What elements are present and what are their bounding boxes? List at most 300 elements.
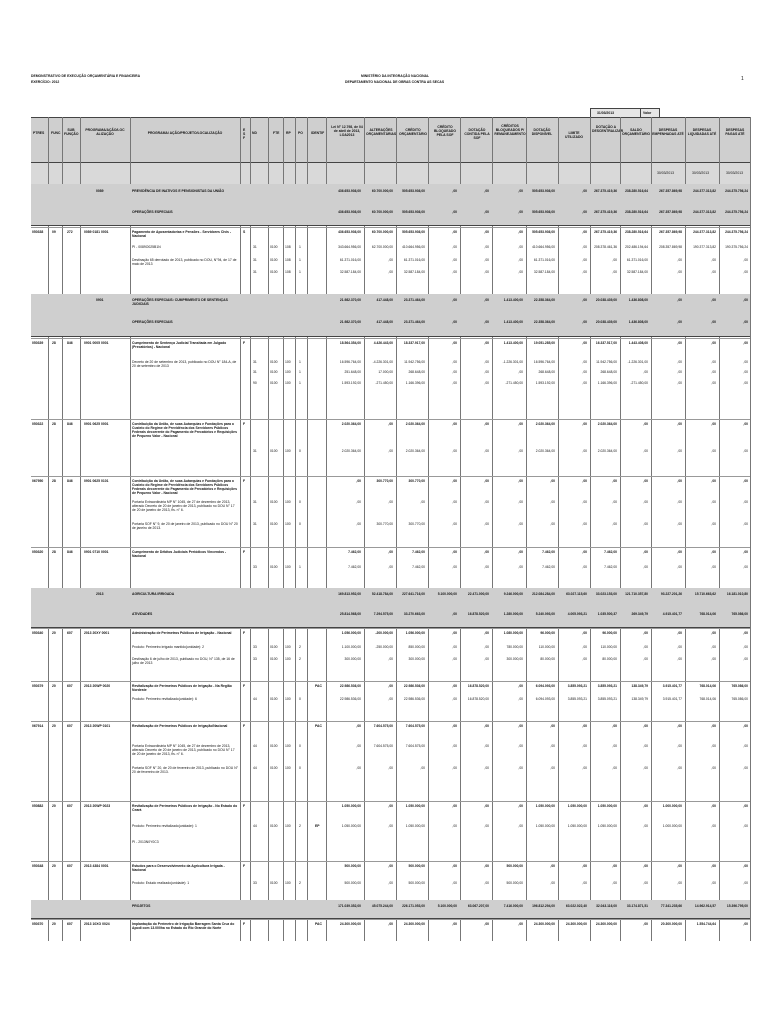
row-esf: S	[243, 230, 246, 234]
row-value: ,00	[518, 245, 523, 249]
row-value: ,00	[677, 500, 682, 504]
row-value: ,00	[677, 881, 682, 885]
row-value: 505.653.936,00	[402, 210, 425, 214]
row-value: 1.280.000,00	[503, 612, 523, 616]
row-value: 138.349,79	[631, 684, 648, 688]
row-value: ,00	[518, 766, 523, 770]
row-po: 2	[299, 824, 301, 828]
row-fte: 0100	[270, 697, 278, 701]
row-description: Contribuição da União, de suas Autarquias e Fundações para o Custeio do Regime de Previdência dos Servidores Públicos Federais decorrente do Pagamento de Precatórios e Requisições de Pequeno Valor - Nacional	[132, 479, 237, 495]
row-value: ,00	[388, 864, 393, 868]
row-po: 2	[299, 657, 301, 661]
row-value: ,00	[643, 449, 648, 453]
row-value: ,00	[743, 724, 748, 728]
row-value: 7.604.575,00	[373, 724, 393, 728]
row-value: 21.982.370,00	[339, 320, 361, 324]
row-value: ,00	[388, 422, 393, 426]
row-value: ,00	[743, 804, 748, 808]
row-value: ,00	[582, 864, 587, 868]
col-fte: FTE	[273, 131, 280, 135]
row-value: ,00	[711, 320, 716, 324]
row-value: ,00	[484, 864, 489, 868]
row-value: 436.653.936,00	[338, 230, 361, 234]
row-value: 244.377.313,82	[693, 230, 716, 234]
department-name: DEPARTAMENTO NACIONAL DE OBRAS CONTRA AS SECAS	[345, 80, 445, 84]
row-esf: F	[243, 341, 246, 345]
row-value: ,00	[484, 230, 489, 234]
row-value: ,00	[550, 744, 555, 748]
row-rp: 100	[285, 449, 291, 453]
row-value: ,00	[356, 522, 361, 526]
row-value: ,00	[388, 449, 393, 453]
row-value: ,00	[582, 258, 587, 262]
row-esf: F	[243, 684, 246, 688]
row-value: ,00	[582, 270, 587, 274]
row-ptres: 050338	[32, 230, 44, 234]
row-description: OPERAÇÕES ESPECIAIS: CUMPRIMENTO DE SENTENÇAS JUDICIAIS	[132, 298, 228, 306]
row-value: 7.604.575,00	[405, 724, 425, 728]
row-value: ,00	[743, 298, 748, 302]
col-subfuncao: SUB FUNÇÃO	[64, 128, 79, 136]
row-value: 1.000.000,00	[662, 824, 682, 828]
row-value: 500.000,00	[344, 881, 361, 885]
column-header	[31, 117, 750, 162]
row-value: ,00	[612, 270, 617, 274]
row-value: 1.413.400,00	[503, 341, 523, 345]
row-value: ,00	[677, 657, 682, 661]
row-value: 16.181.010,80	[726, 592, 748, 596]
row-value: ,00	[711, 766, 716, 770]
row-value: 1.056.000,00	[405, 631, 425, 635]
row-value: 171.039.352,00	[338, 904, 361, 908]
row-value: ,00	[711, 298, 716, 302]
row-value: 17.000,00	[378, 370, 393, 374]
col-dotacao-descentralizar: DOTAÇÃO A DESCENTRALIZAR	[592, 125, 624, 133]
row-func: 20	[52, 922, 56, 926]
row-value: 500.000,00	[408, 881, 425, 885]
fiscal-year: EXERCÍCIO: 2012	[31, 80, 60, 84]
row-value: ,00	[677, 449, 682, 453]
col-ptres: PTRES	[33, 131, 45, 135]
row-po: 0	[299, 500, 301, 504]
row-value: 251.648,00	[344, 370, 361, 374]
row-ptres: 050322	[32, 422, 44, 426]
row-value: 7.462,00	[604, 565, 617, 569]
row-program-action: 2013 10XO 0024	[84, 922, 110, 926]
row-value: ,00	[484, 245, 489, 249]
row-value: 96.000,00	[602, 631, 617, 635]
row-value: ,00	[484, 370, 489, 374]
row-value: 110.000,00	[600, 645, 617, 649]
row-value: 24.300.000,00	[565, 922, 587, 926]
row-po: 1	[299, 245, 301, 249]
row-value: ,00	[484, 270, 489, 274]
row-fte: 0100	[270, 370, 278, 374]
row-func: 28	[52, 550, 56, 554]
row-value: 190.375.756,24	[725, 245, 748, 249]
row-description: OPERAÇÕES ESPECIAIS	[132, 210, 173, 214]
row-value: ,00	[356, 744, 361, 748]
row-value: 4.915.401,77	[662, 612, 682, 616]
row-value: 196.812.294,00	[532, 904, 555, 908]
row-po: 1	[299, 270, 301, 274]
row-value: 16.878.520,00	[467, 612, 489, 616]
row-value: ,00	[582, 550, 587, 554]
row-rp: 100	[285, 522, 291, 526]
row-fte: 0100	[270, 270, 278, 274]
row-ptres: 067914	[32, 724, 44, 728]
row-description: Cumprimento de Débitos Judiciais Periódicos Vincendos - Nacional	[132, 550, 227, 558]
row-value: ,00	[743, 744, 748, 748]
row-value: 7.462,00	[604, 550, 617, 554]
row-value: 267.357.869,98	[659, 189, 682, 193]
row-program-action: 2013 20WP 0023	[84, 804, 111, 808]
row-value: ,00	[677, 258, 682, 262]
row-value: ,00	[518, 189, 523, 193]
row-value: 22.358.364,00	[533, 298, 555, 302]
row-value: -4.226.301,00	[372, 360, 393, 364]
row-value: 7.462,00	[348, 565, 361, 569]
row-description: PI - 0089O025B1N	[132, 245, 161, 249]
row-value: ,00	[677, 864, 682, 868]
row-value: 238.280.516,64	[625, 230, 648, 234]
row-esf: F	[243, 550, 246, 554]
row-value: ,00	[643, 744, 648, 748]
row-value: 9.246.000,00	[503, 592, 523, 596]
row-value: ,00	[582, 370, 587, 374]
row-value: ,00	[518, 724, 523, 728]
row-description: OPERAÇÕES ESPECIAIS	[132, 320, 173, 324]
row-esf: F	[243, 631, 246, 635]
row-value: 1.056.000,00	[341, 631, 361, 635]
row-value: 267.357.869,98	[659, 230, 682, 234]
row-value: ,00	[484, 881, 489, 885]
row-value: ,00	[484, 210, 489, 214]
row-value: 2.020.364,00	[405, 449, 425, 453]
page-number: 1	[741, 76, 744, 82]
row-value: 505.653.936,00	[532, 210, 555, 214]
row-value: ,00	[518, 270, 523, 274]
row-value: ,00	[743, 360, 748, 364]
row-value: ,00	[420, 766, 425, 770]
row-value: 1.413.400,00	[503, 320, 523, 324]
row-program-action: 0901 0005 0001	[84, 341, 109, 345]
row-value: ,00	[743, 449, 748, 453]
row-value: ,00	[452, 449, 457, 453]
row-value: ,00	[484, 422, 489, 426]
row-value: 1.166.396,00	[405, 381, 425, 385]
row-value: ,00	[518, 422, 523, 426]
row-value: 96.000,00	[540, 631, 555, 635]
row-value: ,00	[743, 631, 748, 635]
row-value: 1.050.000,00	[341, 824, 361, 828]
col-dotacao-disponivel: DOTAÇÃO DISPONÍVEL	[531, 128, 553, 136]
row-value: ,00	[452, 657, 457, 661]
row-value: 20.300.000,00	[660, 922, 682, 926]
row-value: ,00	[388, 824, 393, 828]
row-description: Destinação 6 de julho de 2013, publicado no DOU, N° 135, de 16 de julho de 2013	[132, 657, 235, 665]
row-value: 1.050.000,00	[405, 824, 425, 828]
row-program-action: 0901 0625 0101	[84, 479, 109, 483]
row-value: 93.227.201,26	[660, 592, 682, 596]
row-value: 268.648,00	[538, 370, 555, 374]
row-value: ,00	[550, 881, 555, 885]
row-value: ,00	[518, 449, 523, 453]
row-value: ,00	[677, 550, 682, 554]
row-po: 1	[299, 370, 301, 374]
row-value: ,00	[484, 479, 489, 483]
row-value: 16.596.764,00	[339, 360, 361, 364]
row-value: ,00	[484, 522, 489, 526]
row-value: ,00	[677, 270, 682, 274]
row-description: Administração de Perímetros Públicos de Irrigação - Nacional	[132, 631, 232, 635]
row-value: ,00	[582, 479, 587, 483]
row-value: 267.357.869,98	[659, 210, 682, 214]
row-value: ,00	[643, 804, 648, 808]
row-value: 208.357.869,98	[659, 245, 682, 249]
row-value: ,00	[677, 565, 682, 569]
row-value: 3.855.093,21	[567, 697, 587, 701]
row-value: 1.050.000,00	[535, 824, 555, 828]
row-value: 300.000,00	[506, 657, 523, 661]
row-value: ,00	[677, 381, 682, 385]
row-value: ,00	[582, 320, 587, 324]
row-description: Cumprimento de Sentença Judicial Transitada em Julgado (Precatórios) - Nacional	[132, 341, 227, 349]
row-description: Contribuição da União, de suas Autarquias e Fundações para o Custeio do Regime de Previdência dos Servidores Públicos Federais decorrente do Pagamento de Precatórios e Requisições de Pequeno Valor - Nacional	[132, 422, 237, 438]
row-rp: 100	[285, 697, 291, 701]
ministry-name: MINISTÉRIO DA INTEGRAÇÃO NACIONAL	[361, 74, 430, 78]
row-value: 505.653.936,00	[402, 230, 425, 234]
row-value: ,00	[677, 479, 682, 483]
row-value: ,00	[582, 245, 587, 249]
row-value: 244.375.756,24	[725, 189, 748, 193]
date-pagas: 30/03/2013	[726, 171, 743, 175]
row-value: 505.653.936,00	[532, 230, 555, 234]
row-value: 780.000,00	[506, 645, 523, 649]
row-value: ,00	[743, 766, 748, 770]
date-subheader	[31, 162, 750, 184]
row-nd: 31	[253, 522, 257, 526]
row-value: 25.814.568,00	[339, 612, 361, 616]
row-value: 60.700.000,00	[371, 210, 393, 214]
row-value: 45.075.244,00	[371, 904, 393, 908]
row-nd: 33	[253, 565, 257, 569]
row-value: ,00	[711, 341, 716, 345]
row-fte: 0100	[270, 565, 278, 569]
row-value: ,00	[452, 370, 457, 374]
row-value: 22.358.364,00	[533, 320, 555, 324]
row-value: ,00	[452, 210, 457, 214]
row-value: 1.436.808,00	[628, 320, 648, 324]
date-empenhadas: 30/03/2013	[657, 171, 674, 175]
row-value: 22.986.536,00	[339, 684, 361, 688]
row-value: ,00	[643, 479, 648, 483]
row-value: 208.378.461,36	[594, 245, 617, 249]
row-description: Produto: Perímetro revitalizado(unidade): 6	[132, 697, 197, 701]
row-value: ,00	[612, 864, 617, 868]
col-nd: ND	[252, 131, 257, 135]
row-value: 417.448,00	[376, 298, 393, 302]
row-value: ,00	[743, 550, 748, 554]
row-value: 500.000,00	[506, 864, 523, 868]
row-value: 1.436.808,00	[628, 298, 648, 302]
row-value: ,00	[484, 550, 489, 554]
row-value: ,00	[743, 565, 748, 569]
row-value: ,00	[711, 657, 716, 661]
row-value: 7.462,00	[348, 550, 361, 554]
row-value: 343.664.956,00	[338, 245, 361, 249]
row-nd: 31	[253, 270, 257, 274]
row-nd: 33	[253, 657, 257, 661]
row-identificador: EP	[315, 824, 320, 828]
row-value: 6.094.093,00	[535, 684, 555, 688]
row-description: Pagamento de Aposentadorias e Pensões - Servidores Civis - Nacional	[132, 230, 231, 238]
row-value: ,00	[711, 422, 716, 426]
row-value: 80.000,00	[540, 657, 555, 661]
row-value: ,00	[518, 479, 523, 483]
row-value: ,00	[484, 565, 489, 569]
row-value: ,00	[518, 230, 523, 234]
row-value: 4.005.093,21	[567, 612, 587, 616]
row-value: ,00	[743, 922, 748, 926]
row-value: ,00	[518, 370, 523, 374]
row-value: ,00	[518, 258, 523, 262]
row-value: 24.300.000,00	[403, 922, 425, 926]
row-value: ,00	[711, 258, 716, 262]
row-value: 138.349,79	[631, 697, 648, 701]
row-fte: 0100	[270, 645, 278, 649]
row-value: ,00	[612, 766, 617, 770]
row-value: ,00	[582, 724, 587, 728]
row-ptres: 050340	[32, 631, 44, 635]
row-value: 121.710.357,80	[625, 592, 648, 596]
row-value: ,00	[711, 522, 716, 526]
row-value: ,00	[452, 189, 457, 193]
row-value: ,00	[677, 522, 682, 526]
row-description: PREVIDÊNCIA DE INATIVOS E PENSIONISTAS DA UNIÃO	[132, 189, 225, 193]
col-credito-bloqueado: CRÉDITO BLOQUEADO PELA SOF	[433, 125, 457, 137]
row-fte: 0100	[270, 824, 278, 828]
row-value: 1.050.000,00	[567, 824, 587, 828]
row-value: ,00	[452, 479, 457, 483]
row-value: ,00	[452, 270, 457, 274]
row-value: ,00	[452, 922, 457, 926]
row-func: 20	[52, 804, 56, 808]
row-value: ,00	[550, 766, 555, 770]
row-program-action: 0901 0710 0001	[84, 550, 109, 554]
row-fte: 0100	[270, 766, 278, 770]
row-fte: 0100	[270, 522, 278, 526]
row-value: 768.014,06	[699, 612, 716, 616]
col-esf: E S F	[243, 128, 246, 140]
row-value: -271.450,00	[630, 381, 648, 385]
row-value: ,00	[582, 381, 587, 385]
row-value: ,00	[643, 922, 648, 926]
row-value: ,00	[612, 479, 617, 483]
row-value: ,00	[582, 657, 587, 661]
col-liquidadas: DESPESAS LIQUIDADAS ATÉ	[687, 128, 717, 136]
row-value: 1.050.000,00	[567, 804, 587, 808]
row-nd: 33	[253, 881, 257, 885]
row-rp: 100	[285, 824, 291, 828]
row-program-action: 2013 4384 0001	[84, 864, 109, 868]
row-value: ,00	[484, 320, 489, 324]
row-value: ,00	[452, 724, 457, 728]
row-value: ,00	[711, 500, 716, 504]
row-value: ,00	[452, 697, 457, 701]
date-liquidadas: 30/03/2013	[692, 171, 709, 175]
row-value: ,00	[711, 479, 716, 483]
row-value: ,00	[743, 881, 748, 885]
row-value: 33.270.663,00	[403, 612, 425, 616]
row-value: ,00	[743, 522, 748, 526]
row-value: ,00	[743, 500, 748, 504]
row-rp: 100	[285, 370, 291, 374]
row-description: Portaria SOF N° 20, de 20 de fevereiro de 2013, publicado no DOU N° 20 de fevereiro de 2013.	[132, 766, 238, 774]
row-fte: 0100	[270, 744, 278, 748]
row-value: 500.000,00	[408, 864, 425, 868]
row-value: 300.770,00	[408, 522, 425, 526]
row-value: 1.080.000,00	[503, 631, 523, 635]
row-rp: 108	[285, 258, 291, 262]
row-value: 267.375.419,36	[594, 210, 617, 214]
report-title: DEMONSTRATIVO DE EXECUÇÃO ORÇAMENTÁRIA E FINANCEIRA	[31, 74, 141, 78]
row-value: 7.462,00	[542, 565, 555, 569]
row-value: ,00	[743, 341, 748, 345]
row-value: 33.023.153,00	[595, 592, 617, 596]
row-value: 33.174.871,51	[626, 904, 648, 908]
row-value: ,00	[711, 864, 716, 868]
row-value: ,00	[743, 657, 748, 661]
row-po: 0	[299, 449, 301, 453]
row-value: 32.587.184,00	[626, 270, 648, 274]
row-value: 1.050.000,00	[405, 804, 425, 808]
row-value: ,00	[356, 724, 361, 728]
group-band	[31, 588, 750, 607]
row-po: 2	[299, 881, 301, 885]
row-fte: 0100	[270, 657, 278, 661]
row-value: ,00	[452, 230, 457, 234]
row-nd: 31	[253, 500, 257, 504]
row-value: 80.000,00	[602, 657, 617, 661]
row-value: 24.300.000,00	[533, 922, 555, 926]
row-value: ,00	[452, 744, 457, 748]
row-program-action: 2013 20XY 0001	[84, 631, 110, 635]
row-value: 61.371.016,00	[626, 258, 648, 262]
row-value: ,00	[452, 360, 457, 364]
row-value: ,00	[711, 360, 716, 364]
row-value: 22.986.536,00	[403, 697, 425, 701]
row-value: 22.471.000,00	[467, 592, 489, 596]
row-nd: 44	[253, 766, 257, 770]
row-program-code: 0089	[96, 189, 104, 193]
row-value: 1.050.000,00	[341, 804, 361, 808]
row-value: 20.038.439,00	[595, 320, 617, 324]
row-value: ,00	[612, 744, 617, 748]
row-rp: 108	[285, 245, 291, 249]
row-value: 7.462,00	[412, 565, 425, 569]
row-subfuncao: 607	[67, 631, 73, 635]
row-rp: 100	[285, 766, 291, 770]
row-func: 20	[52, 684, 56, 688]
row-subfuncao: 272	[67, 230, 73, 234]
col-program-description: PROGRAMA/ AÇÃO/PROJETO/LOCALIZAÇÃO	[147, 131, 223, 135]
row-value: ,00	[452, 804, 457, 808]
row-value: 268.648,00	[408, 370, 425, 374]
row-value: ,00	[518, 824, 523, 828]
row-value: ,00	[484, 500, 489, 504]
row-value: ,00	[643, 645, 648, 649]
